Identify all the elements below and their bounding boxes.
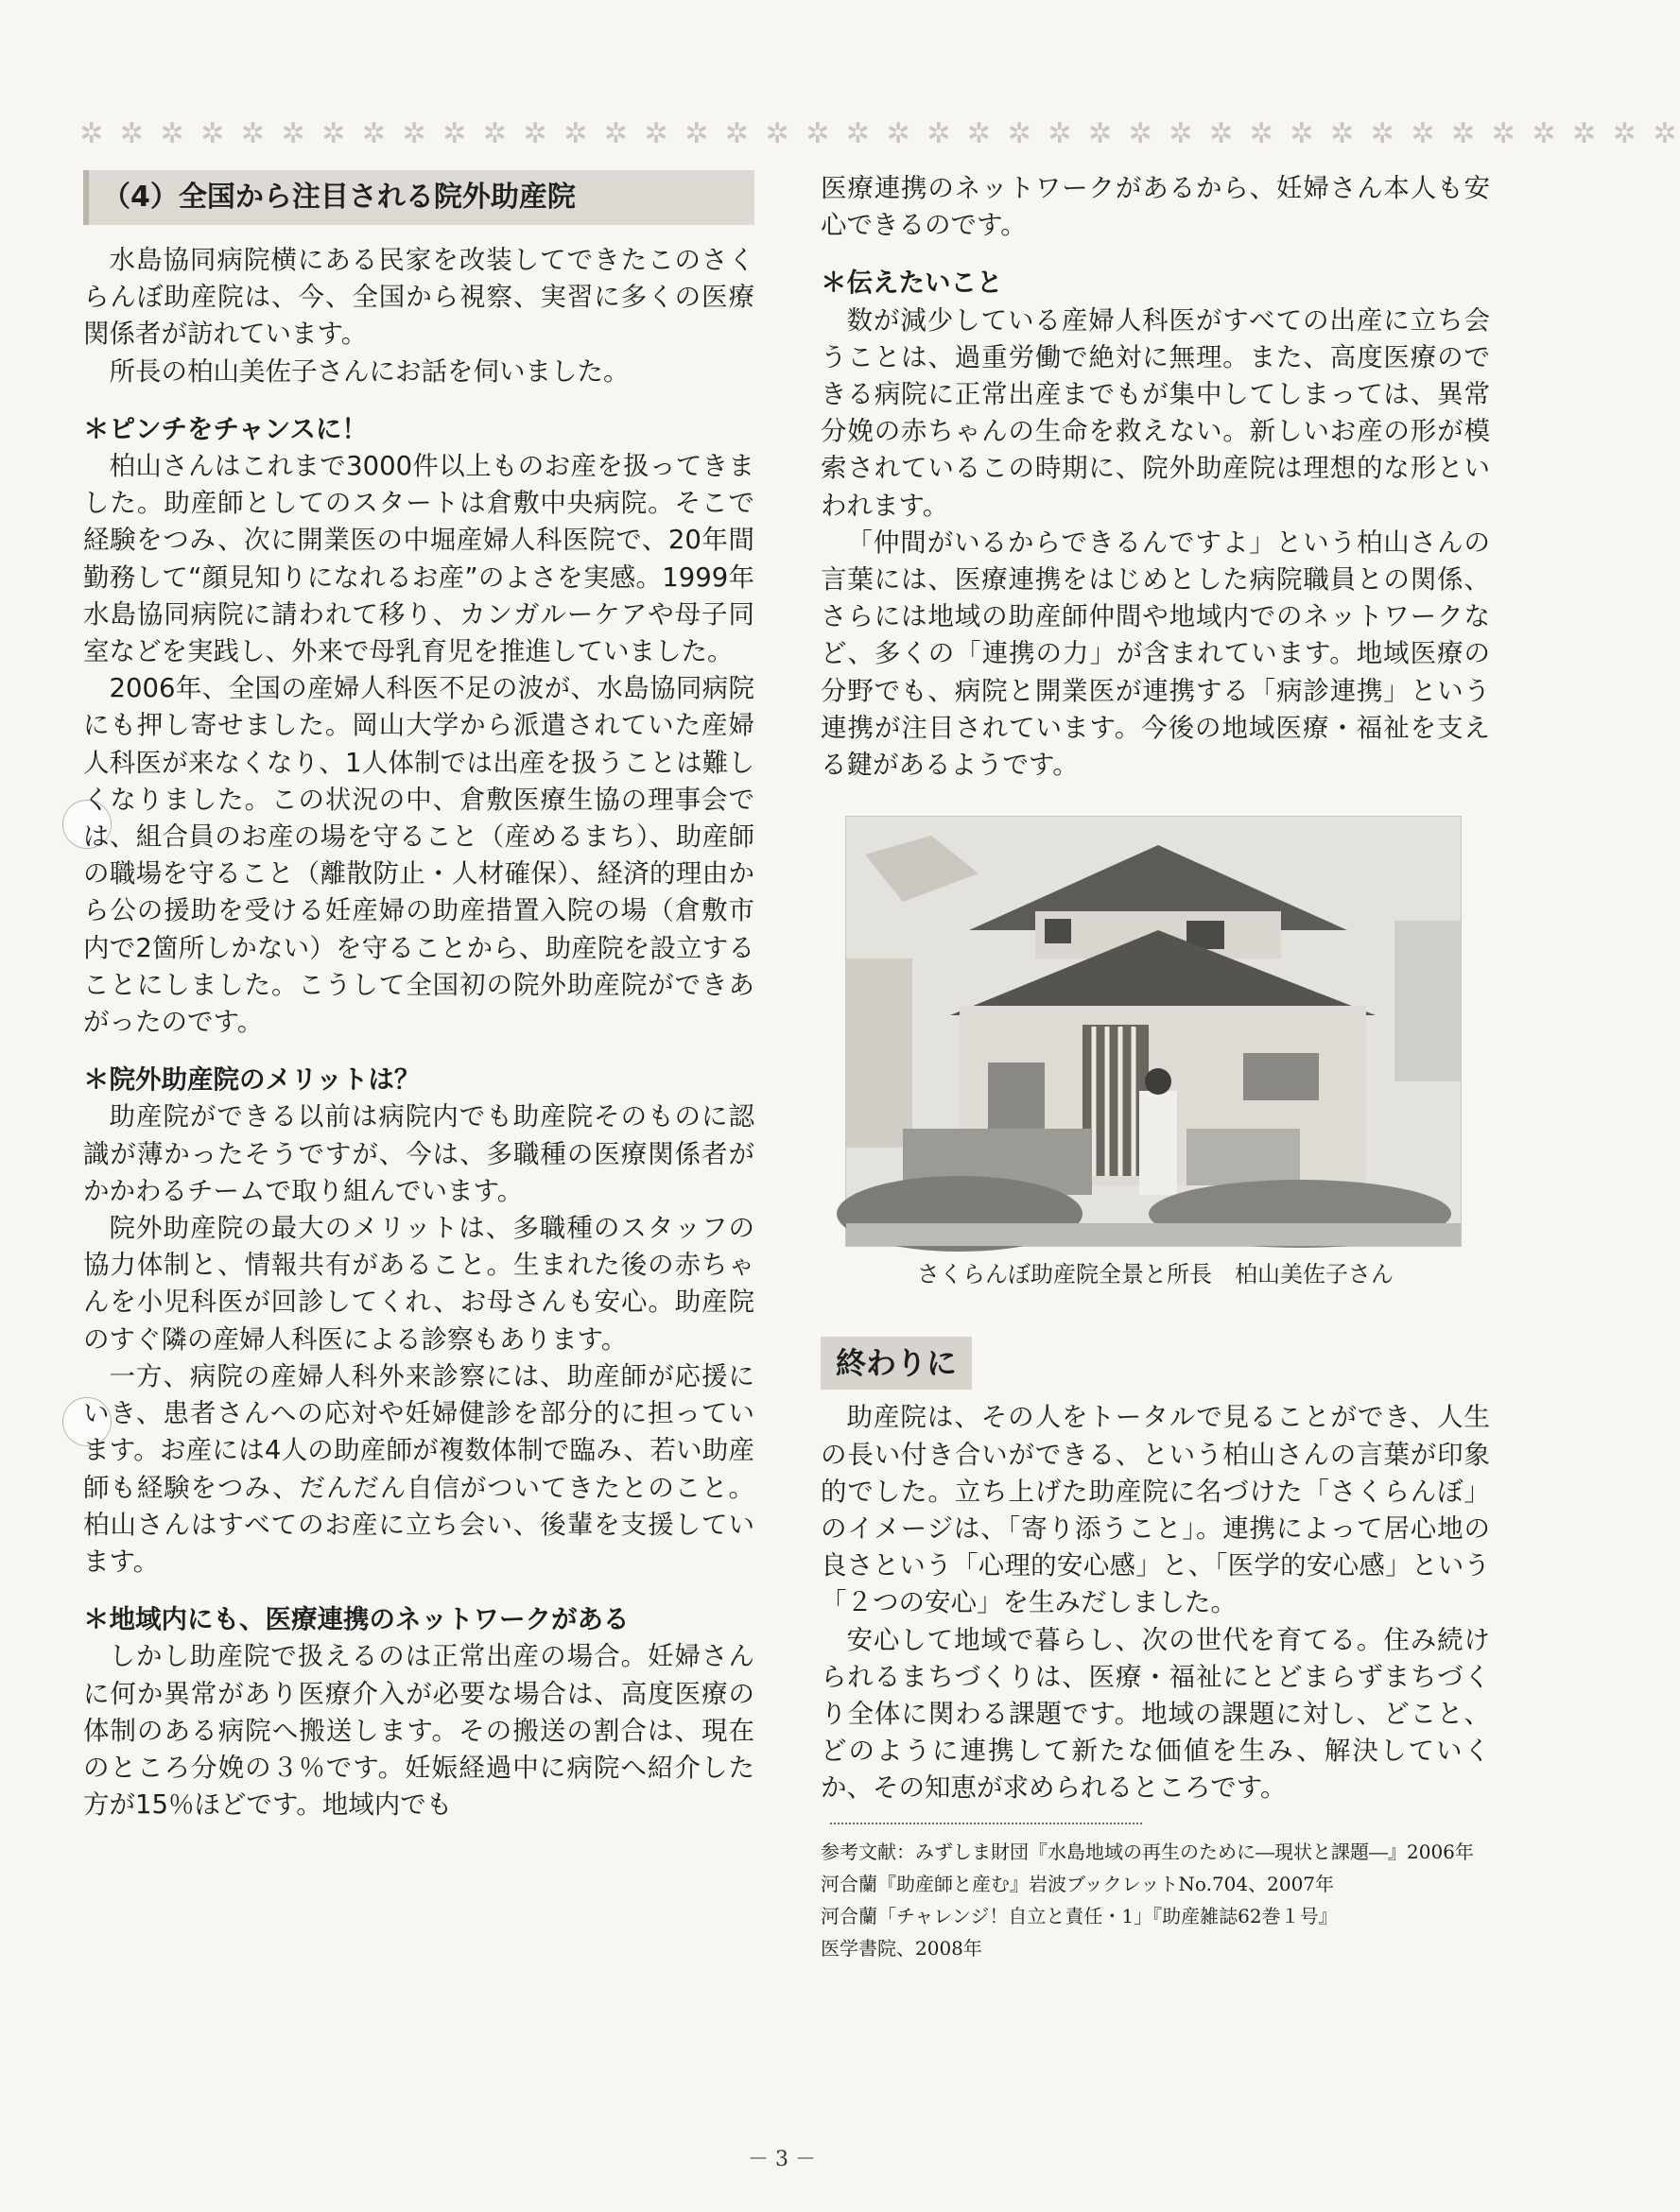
merit-paragraph: 一方、病院の産婦人科外来診察には、助産師が応援にいき、患者さんへの応対や妊婦健診を部分的に担っています。お産には4人の助産師が複数体制で臨み、若い助産師も経験をつみ、だんだん自信がついてきたとのこと。柏山さんはすべてのお産に立ち会い、後輩を支援しています。 bbox=[83, 1360, 754, 1577]
ending-paragraph: 安心して地域で暮らし、次の世代を育てる。住み続けられるまちづくりは、医療・福祉にとどまらずまちづくり全体に関わる課題です。地域の課題に対し、どこと、どのように連携して新たな価値を生み、解決していくか、その知恵が求められるところです。 bbox=[821, 1624, 1490, 1804]
message-paragraph: 数が減少している産婦人科医がすべての出産に立ち会うことは、過重労働で絶対に無理。また、高度医療のできる病院に正常出産までもが集中してしまっては、異常分娩の赤ちゃんの生命を救えない。新しいお産の形が模索されているこの時期に、院外助産院は理想的な形といわれます。 bbox=[821, 304, 1490, 521]
reference-item: 医学書院、2008年 bbox=[821, 1936, 982, 1960]
merit-paragraph: 助産院ができる以前は病院内でも助産院そのものに認識が薄かったそうですが、今は、多職種の医療関係者がかかわるチームで取り組んでいます。 bbox=[83, 1101, 754, 1206]
photo-caption: さくらんぼ助産院全景と所長 柏山美佐子さん bbox=[917, 1261, 1394, 1288]
pinch-paragraph: 柏山さんはこれまで3000件以上ものお産を扱ってきました。助産師としてのスタートは倉敷中央病院。そこで経験をつみ、次に開業医の中堀産婦人科医院で、20年間勤務して“顔見知りになれるお産”のよさを実感。1999年水島協同病院に請われて移り、カンガルーケアや母子同室などを実践し、外来で母乳育児を推進していました。 bbox=[83, 451, 754, 667]
intro-paragraph: 水島協同病院横にある民家を改装してできたこのさくらんぼ助産院は、今、全国から視察、実習に多くの医療関係者が訪れています。 bbox=[83, 245, 754, 350]
ending-heading: 終わりに bbox=[821, 1337, 972, 1390]
merit-paragraph: 院外助産院の最大のメリットは、多職種のスタッフの協力体制と、情報共有があること。生まれた後の赤ちゃんを小児科医が回診してくれ、お母さんも安心。助産院のすぐ隣の産婦人科医による診察もあります。 bbox=[83, 1213, 754, 1355]
reference-item: 河合蘭『助産師と産む』岩波ブックレットNo.704、2007年 bbox=[821, 1872, 1335, 1895]
page-number: － 3 － bbox=[748, 2148, 816, 2171]
pinch-heading: ＊ピンチをチャンスに！ bbox=[83, 413, 368, 444]
ending-paragraph: 助産院は、その人をトータルで見ることができ、人生の長い付き合いができる、という柏山さんの言葉が印象的でした。立ち上げた助産院に名づけた「さくらんぼ」のイメージは、「寄り添うこと」。連携によって居心地の良さという「心理的安心感」と、「医学的安心感」という「２つの安心」を生みだしました。 bbox=[821, 1402, 1490, 1618]
section-heading: （4）全国から注目される院外助産院 bbox=[83, 170, 754, 225]
message-heading: ＊伝えたいこと bbox=[821, 268, 1003, 299]
network-paragraph: しかし助産院で扱えるのは正常出産の場合。妊婦さんに何か異常があり医療介入が必要な場合は、高度医療の体制のある病院へ搬送します。その搬送の割合は、現在のところ分娩の３％です。妊娠経過中に病院へ紹介した方が15％ほどです。地域内でも bbox=[83, 1641, 754, 1821]
dotted-divider bbox=[830, 1823, 1142, 1824]
intro-paragraph: 所長の柏山美佐子さんにお話を伺いました。 bbox=[109, 355, 630, 387]
network-heading: ＊地域内にも、医療連携のネットワークがある bbox=[83, 1604, 630, 1635]
network-continuation: 医療連携のネットワークがあるから、妊婦さん本人も安心できるのです。 bbox=[821, 173, 1490, 241]
birth-center-photo bbox=[845, 816, 1462, 1247]
house-illustration bbox=[846, 817, 1461, 1246]
message-paragraph: 「仲間がいるからできるんですよ」という柏山さんの言葉には、医療連携をはじめとした病院職員との関係、さらには地域の助産師仲間や地域内でのネットワークなど、多くの「連携の力」が含まれています。地域医療の分野でも、病院と開業医が連携する「病診連携」という連携が注目されています。今後の地域医療・福祉を支える鍵があるようです。 bbox=[821, 527, 1490, 781]
reference-item: 河合蘭「チャレンジ！自立と責任・1」『助産雑誌62巻１号』 bbox=[821, 1904, 1338, 1927]
decorative-border: ✲ ✲ ✲ ✲ ✲ ✲ ✲ ✲ ✲ ✲ ✲ ✲ ✲ ✲ ✲ ✲ ✲ ✲ ✲ ✲ ✲ ✲ ✲ ✲ ✲ ✲ ✲ ✲ ✲ ✲ ✲ ✲ ✲ ✲ ✲ ✲ ✲ ✲ ✲ ✲ bbox=[79, 117, 1680, 150]
reference-item: 参考文献：みずしま財団『水島地域の再生のために―現状と課題―』2006年 bbox=[821, 1840, 1474, 1863]
left-column bbox=[83, 170, 754, 1823]
right-column bbox=[821, 170, 1490, 1964]
pinch-paragraph: 2006年、全国の産婦人科医不足の波が、水島協同病院にも押し寄せました。岡山大学から派遣されていた産婦人科医が来なくなり、1人体制では出産を扱うことは難しくなりました。この状況の中、倉敷医療生協の理事会では、組合員のお産の場を守ること（産めるまち）、助産師の職場を守ること（離散防止・人材確保）、経済的理由から公の援助を受ける妊産婦の助産措置入院の場（倉敷市内で2箇所しかない）を守ることから、助産院を設立することにしました。こうして全国初の院外助産院ができあがったのです。 bbox=[83, 673, 754, 1038]
merit-heading: ＊院外助産院のメリットは？ bbox=[83, 1064, 421, 1096]
